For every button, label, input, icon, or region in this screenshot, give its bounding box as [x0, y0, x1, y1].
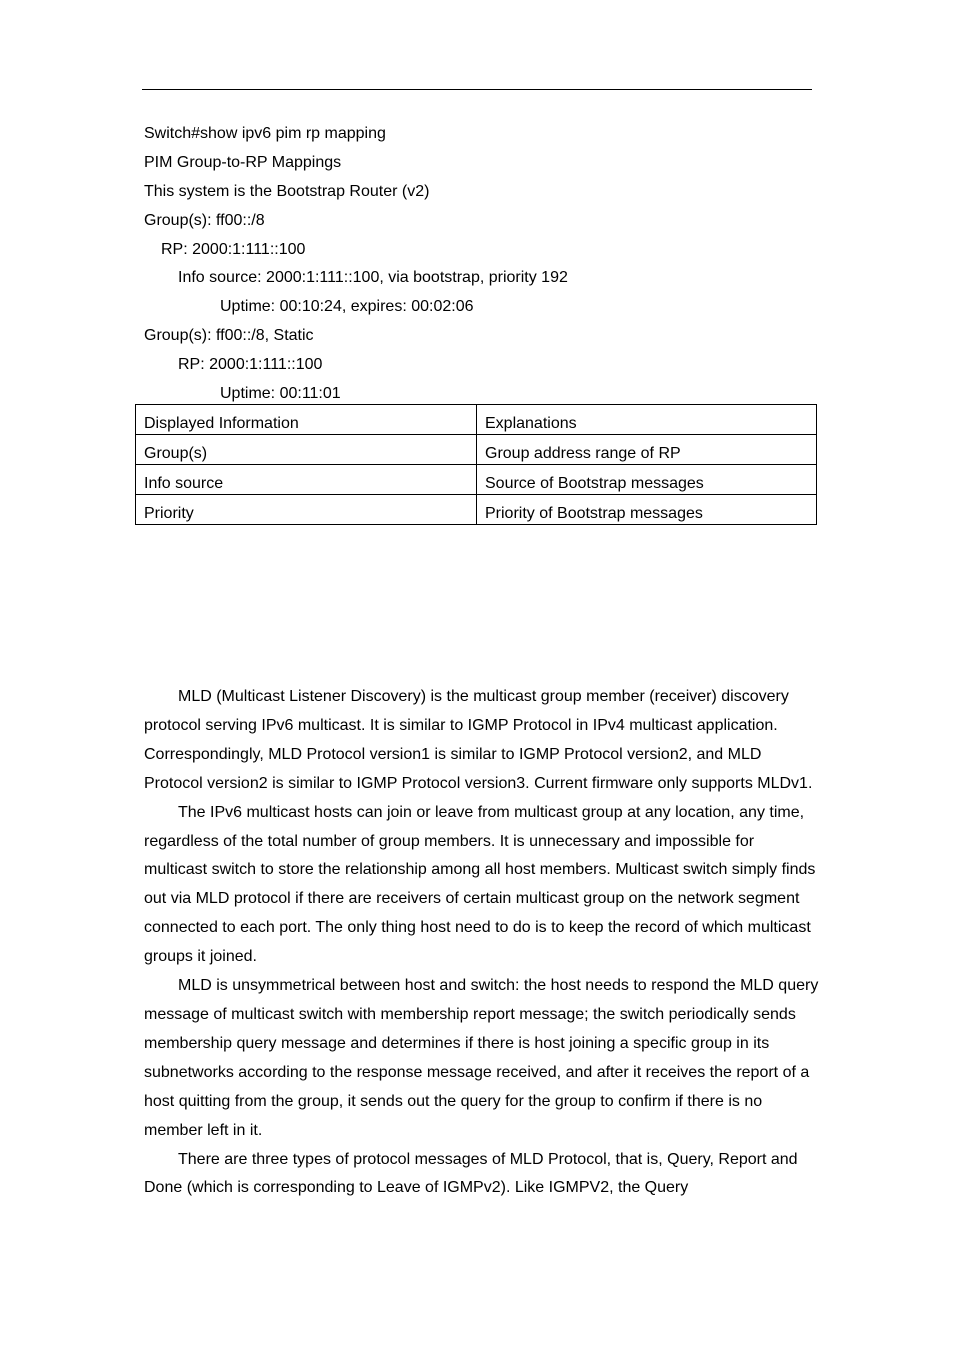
- paragraph: MLD (Multicast Listener Discovery) is the multicast group member (receiver) discovery protocol serving IPv6 multicast. It is similar to IGMP Protocol in IPv4 multicast application. Correspondingly, MLD Protocol version1 is similar to IGMP Protocol version2, and MLD Protocol version2 is similar to IGMP Protocol version3. Current firmware only supports MLDv1.: [144, 688, 813, 792]
- cli-line: Group(s): ff00::/8: [144, 211, 265, 229]
- table-row: [136, 465, 817, 495]
- table-cell: Priority: [136, 495, 477, 525]
- cli-line: RP: 2000:1:111::100: [161, 240, 306, 258]
- cli-line: This system is the Bootstrap Router (v2): [144, 182, 430, 200]
- body-text: [144, 683, 820, 1203]
- cli-output-block: [144, 120, 824, 409]
- paragraph: MLD is unsymmetrical between host and switch: the host needs to respond the MLD query message of multicast switch with membership report message; the switch periodically sends membership query message and determines if there is host joining a specific group in its subnetworks according to the response message received, and after it receives the report of a host quitting from the group, it sends out the query for the group to confirm if there is no member left in it.: [144, 977, 819, 1139]
- table-cell: Info source: [136, 465, 477, 495]
- cli-line: RP: 2000:1:111::100: [178, 356, 323, 374]
- paragraph: There are three types of protocol messages of MLD Protocol, that is, Query, Report and Done (which is corresponding to Leave of IGMPv2). Like IGMPV2, the Query: [144, 1150, 798, 1197]
- cli-line: Group(s): ff00::/8, Static: [144, 327, 314, 345]
- cli-line: Info source: 2000:1:111::100, via bootstrap, priority 192: [178, 269, 568, 287]
- table-header-cell: Explanations: [477, 405, 817, 435]
- table-row: [136, 435, 817, 465]
- paragraph: The IPv6 multicast hosts can join or leave from multicast group at any location, any time, regardless of the total number of group members. It is unnecessary and impossible for multicast switch to store the relationship among all host members. Multicast switch simply finds out via MLD protocol if there are receivers of certain multicast group on the network segment connected to each port. The only thing host need to do is to keep the record of which multicast groups it joined.: [144, 803, 816, 966]
- cli-line: Switch#show ipv6 pim rp mapping: [144, 125, 386, 142]
- table-cell: Group(s): [136, 435, 477, 465]
- table-header-cell: Displayed Information: [136, 405, 477, 435]
- cli-line: PIM Group-to-RP Mappings: [144, 153, 342, 171]
- table-header-row: [136, 405, 817, 435]
- table-cell: Source of Bootstrap messages: [477, 465, 817, 495]
- table-row: [136, 495, 817, 525]
- cli-line: Uptime: 00:11:01: [220, 385, 341, 403]
- table-cell: Group address range of RP: [477, 435, 817, 465]
- header-rule: [142, 89, 812, 90]
- cli-line: Uptime: 00:10:24, expires: 00:02:06: [220, 298, 474, 316]
- info-table: [135, 404, 817, 525]
- table-cell: Priority of Bootstrap messages: [477, 495, 817, 525]
